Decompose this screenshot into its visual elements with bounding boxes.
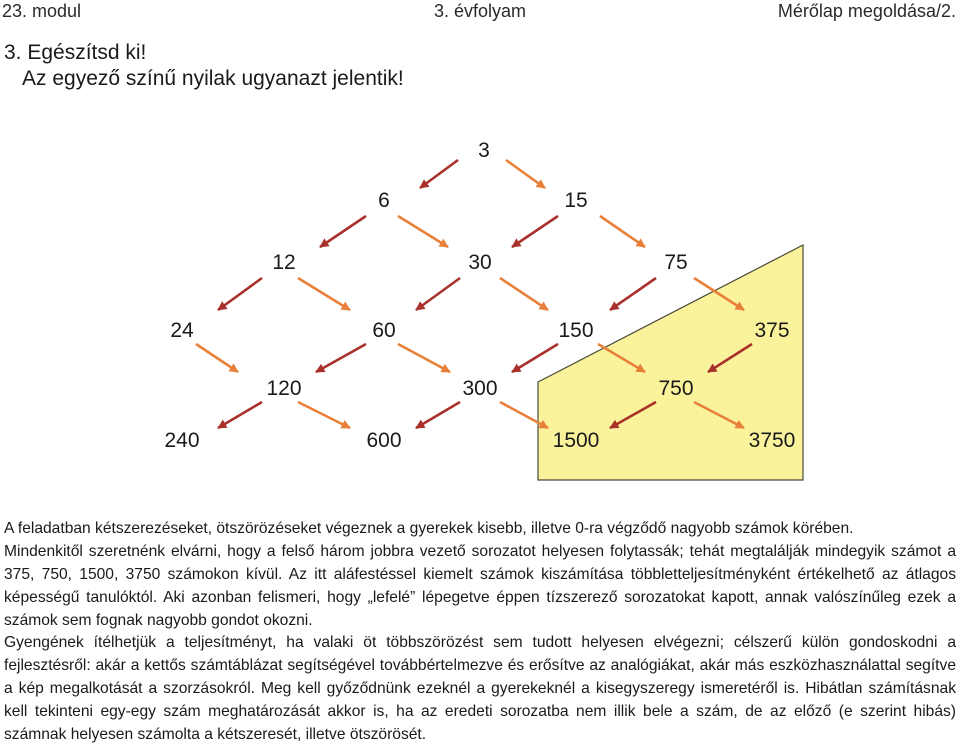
number-cell: 6 <box>378 189 390 212</box>
paragraph-assessment: Gyengének ítélhetjük a teljesítményt, ha valaki öt többszörözést sem tudott helyesen elvégezni; célszerű külön gondoskodni a fejlesztésről: akár a kettős számtáblázat segítségével továbbértelmezve és erősítve az analógiákat, akár más eszközhasználattal segítve a kép megalkotását a szorzásokról. Meg kell győződnünk ezeknél a gyerekeknél a kisegyszeregy ismeretéről is. Hibátlan számításnak kell tekinteni egy-egy szám meghatározását akkor is, ha az eredeti sorozatba nem illik bele a szám, de az előző (e szerint hibás) számnak helyesen számolta a kétszeresét, illetve ötszörösét. <box>4 634 956 743</box>
red-arrow <box>320 216 366 247</box>
module-label: 23. modul <box>2 1 82 21</box>
orange-arrow <box>500 278 548 310</box>
number-cell: 75 <box>664 251 688 274</box>
paragraph-expectations: Mindenkitől szeretnénk elvárni, hogy a felső három jobbra vezető sorozatot helyesen folytassák; tehát megtalálják mindegyik számot a 375, 750, 1500, 3750 számokon kívül. Az itt aláfestéssel kiemelt számok kiszámítása többletteljesítményként értékelhető az átlagos képességű tanulóktól. Aki azonban felismeri, hogy „lefelé” lépegetve éppen tízszerező sorozatokat kapott, annak valószínűleg ezek a számok sem fognak nagyobb gondot okozni. <box>4 543 956 629</box>
number-cell: 30 <box>468 251 492 274</box>
task-instruction: Az egyező színű nyilak ugyanazt jelentik! <box>22 67 404 90</box>
red-arrow <box>218 402 262 428</box>
number-cell: 3 <box>478 139 490 162</box>
number-cell: 240 <box>164 429 200 452</box>
number-cell: 120 <box>266 377 302 400</box>
red-arrow <box>512 344 558 372</box>
grade-label: 3. évfolyam <box>434 1 527 21</box>
orange-arrow <box>398 344 450 372</box>
number-cell: 60 <box>372 319 396 342</box>
number-cell: 15 <box>564 189 588 212</box>
page-title: Mérőlap megoldása/2. <box>777 1 956 21</box>
red-arrow <box>416 402 460 428</box>
red-arrow <box>218 278 262 310</box>
red-arrow <box>512 216 558 247</box>
number-cell: 300 <box>462 377 498 400</box>
number-cell: 750 <box>658 377 694 400</box>
paragraph-intro: A feladatban kétszerezéseket, ötszörözéseket végeznek a gyerekek kisebb, illetve 0-ra végződő nagyobb számok körében. <box>4 520 854 537</box>
orange-arrow <box>506 160 545 188</box>
red-arrow <box>420 160 458 188</box>
orange-arrow <box>600 216 645 247</box>
orange-arrow <box>398 216 448 247</box>
orange-arrow <box>196 344 238 372</box>
number-cell: 12 <box>272 251 296 274</box>
orange-arrow <box>298 402 350 428</box>
number-cell: 150 <box>558 319 594 342</box>
orange-arrow <box>298 278 350 310</box>
number-cell: 600 <box>366 429 402 452</box>
red-arrow <box>316 344 366 372</box>
red-arrow <box>610 278 656 310</box>
task-title: 3. Egészítsd ki! <box>4 41 147 64</box>
number-cell: 375 <box>754 319 790 342</box>
number-cell: 24 <box>170 319 194 342</box>
number-cell: 1500 <box>552 429 600 452</box>
red-arrow <box>416 278 460 310</box>
number-cell: 3750 <box>748 429 796 452</box>
